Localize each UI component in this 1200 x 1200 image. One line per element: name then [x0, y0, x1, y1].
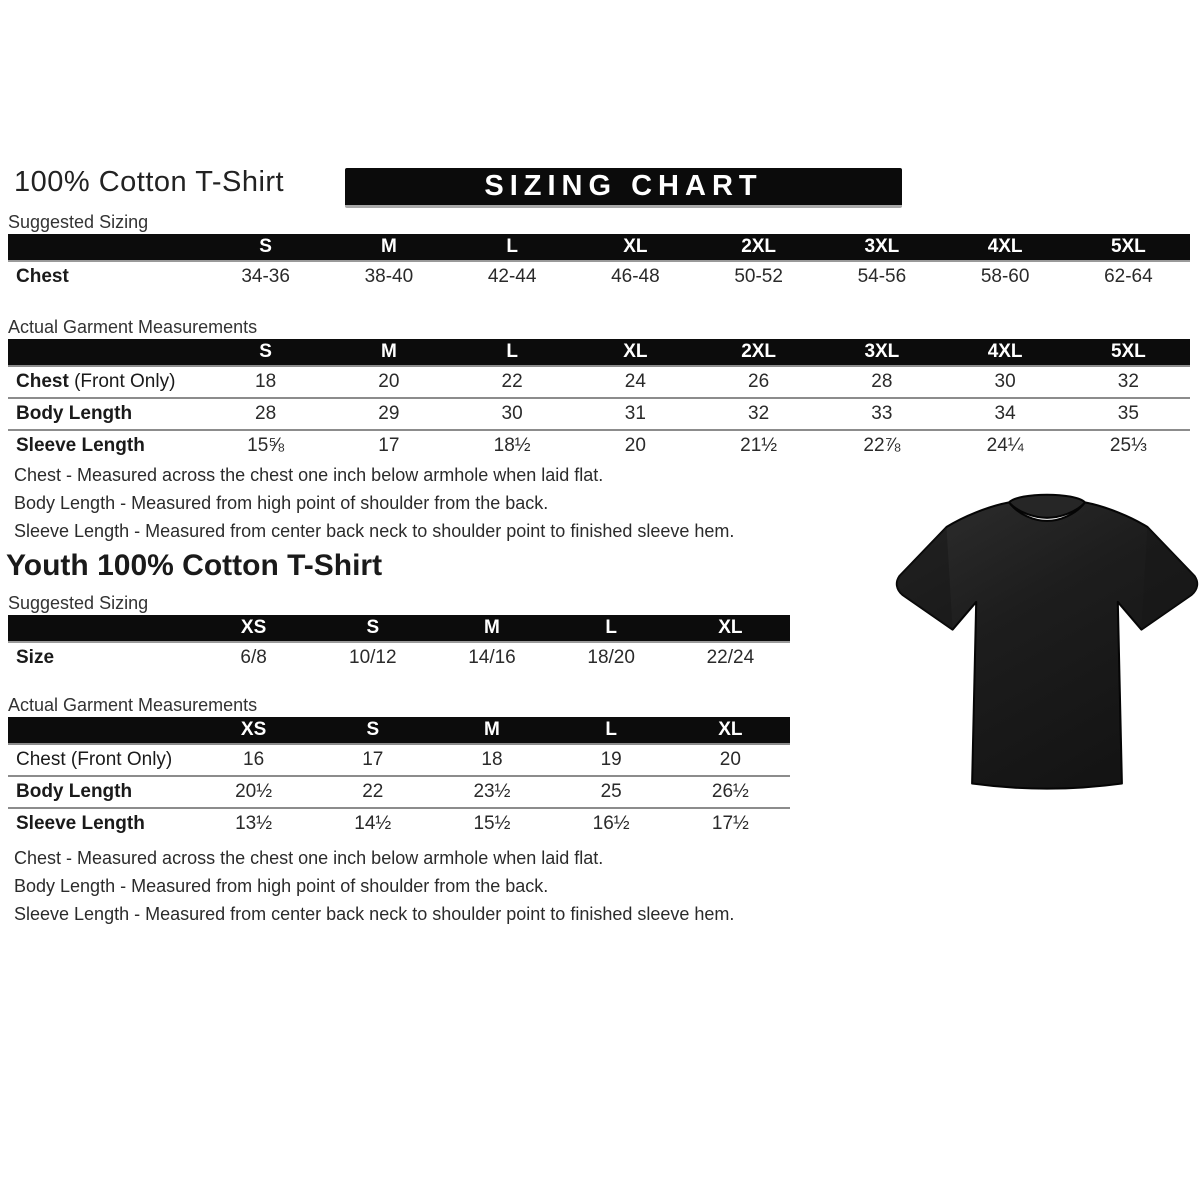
measurement-cell: 20½ [194, 776, 313, 808]
size-column-header: L [451, 339, 574, 366]
measurement-cell: 19 [552, 744, 671, 776]
size-column-header: L [451, 234, 574, 261]
note-chest: Chest - Measured across the chest one inch below armhole when laid flat. [14, 848, 604, 868]
measurement-row [8, 744, 790, 776]
measurement-cell: 54-56 [820, 261, 943, 292]
size-column-header: XS [194, 615, 313, 642]
measurement-cell: 31 [574, 398, 697, 430]
measurement-cell: 34-36 [204, 261, 327, 292]
note-sleeve-length: Sleeve Length - Measured from center back neck to shoulder point to finished sleeve hem. [14, 904, 735, 924]
measurement-cell: 33 [820, 398, 943, 430]
measurement-cell: 10/12 [313, 642, 432, 673]
row-label: Sleeve Length [8, 808, 194, 839]
measurement-cell: 14½ [313, 808, 432, 839]
measurement-cell: 18 [204, 366, 327, 398]
youth-actual-measurements-table [8, 717, 790, 839]
measurement-cell: 38-40 [327, 261, 450, 292]
header-corner-cell [8, 717, 194, 744]
measurement-cell: 50-52 [697, 261, 820, 292]
youth-suggested-sizing-label: Suggested Sizing [8, 593, 149, 613]
row-label: Body Length [8, 398, 204, 430]
measurement-cell: 28 [204, 398, 327, 430]
size-column-header: XS [194, 717, 313, 744]
measurement-cell: 58-60 [944, 261, 1067, 292]
measurement-cell: 15½ [432, 808, 551, 839]
measurement-cell: 18½ [451, 430, 574, 461]
measurement-cell: 22/24 [671, 642, 790, 673]
size-column-header: 5XL [1067, 234, 1190, 261]
measurement-cell: 42-44 [451, 261, 574, 292]
size-column-header: XL [574, 234, 697, 261]
measurement-cell: 22 [451, 366, 574, 398]
note-body-length: Body Length - Measured from high point of shoulder from the back. [14, 493, 549, 513]
measurement-row [8, 398, 1190, 430]
measurement-cell: 30 [944, 366, 1067, 398]
measurement-cell: 29 [327, 398, 450, 430]
adult-section-title: 100% Cotton T-Shirt [14, 166, 285, 198]
size-column-header: XL [671, 615, 790, 642]
measurement-cell: 17½ [671, 808, 790, 839]
row-label: Sleeve Length [8, 430, 204, 461]
measurement-row [8, 366, 1190, 398]
measurement-row [8, 808, 790, 839]
measurement-cell: 24¼ [944, 430, 1067, 461]
measurement-cell: 21½ [697, 430, 820, 461]
adult-measurement-notes [14, 461, 734, 545]
measurement-cell: 20 [327, 366, 450, 398]
size-header-row [8, 717, 790, 744]
measurement-cell: 17 [327, 430, 450, 461]
measurement-cell: 25⅓ [1067, 430, 1190, 461]
measurement-cell: 16½ [552, 808, 671, 839]
note-chest: Chest - Measured across the chest one inch below armhole when laid flat. [14, 465, 604, 485]
header-corner-cell [8, 234, 204, 261]
measurement-cell: 20 [574, 430, 697, 461]
size-column-header: M [432, 717, 551, 744]
adult-actual-measurements-label: Actual Garment Measurements [8, 317, 258, 337]
row-label: Chest [8, 261, 204, 292]
size-column-header: S [204, 339, 327, 366]
measurement-cell: 20 [671, 744, 790, 776]
size-column-header: 2XL [697, 339, 820, 366]
size-column-header: 5XL [1067, 339, 1190, 366]
measurement-cell: 13½ [194, 808, 313, 839]
measurement-cell: 6/8 [194, 642, 313, 673]
size-column-header: S [313, 717, 432, 744]
measurement-cell: 24 [574, 366, 697, 398]
size-column-header: S [313, 615, 432, 642]
measurement-cell: 14/16 [432, 642, 551, 673]
measurement-cell: 46-48 [574, 261, 697, 292]
measurement-row [8, 642, 790, 673]
size-column-header: M [327, 234, 450, 261]
size-column-header: XL [671, 717, 790, 744]
tshirt-graphic [893, 486, 1200, 804]
youth-measurement-notes [14, 844, 734, 928]
measurement-cell: 32 [697, 398, 820, 430]
measurement-cell: 30 [451, 398, 574, 430]
measurement-cell: 26½ [671, 776, 790, 808]
measurement-cell: 25 [552, 776, 671, 808]
size-column-header: XL [574, 339, 697, 366]
size-column-header: 4XL [944, 234, 1067, 261]
measurement-row [8, 776, 790, 808]
size-column-header: S [204, 234, 327, 261]
row-label: Chest (Front Only) [8, 366, 204, 398]
measurement-cell: 22 [313, 776, 432, 808]
sizing-chart-banner: SIZING CHART [345, 168, 902, 208]
youth-suggested-sizing-table [8, 615, 790, 673]
size-header-row [8, 339, 1190, 366]
youth-section-title: Youth 100% Cotton T-Shirt [6, 549, 383, 582]
row-label: Chest (Front Only) [8, 744, 194, 776]
size-column-header: M [432, 615, 551, 642]
header-corner-cell [8, 339, 204, 366]
measurement-cell: 18/20 [552, 642, 671, 673]
measurement-cell: 15⅝ [204, 430, 327, 461]
size-column-header: L [552, 717, 671, 744]
note-sleeve-length: Sleeve Length - Measured from center back neck to shoulder point to finished sleeve hem. [14, 521, 735, 541]
adult-suggested-sizing-table [8, 234, 1190, 292]
measurement-cell: 22⅞ [820, 430, 943, 461]
size-header-row [8, 234, 1190, 261]
measurement-cell: 35 [1067, 398, 1190, 430]
measurement-cell: 16 [194, 744, 313, 776]
size-header-row [8, 615, 790, 642]
header-corner-cell [8, 615, 194, 642]
measurement-cell: 23½ [432, 776, 551, 808]
size-column-header: M [327, 339, 450, 366]
adult-suggested-sizing-label: Suggested Sizing [8, 212, 149, 232]
size-column-header: 3XL [820, 234, 943, 261]
size-column-header: L [552, 615, 671, 642]
measurement-cell: 32 [1067, 366, 1190, 398]
tshirt-image [893, 486, 1200, 804]
measurement-row [8, 430, 1190, 461]
size-column-header: 2XL [697, 234, 820, 261]
youth-actual-measurements-label: Actual Garment Measurements [8, 695, 258, 715]
measurement-row [8, 261, 1190, 292]
row-label: Size [8, 642, 194, 673]
size-column-header: 4XL [944, 339, 1067, 366]
row-label: Body Length [8, 776, 194, 808]
measurement-cell: 62-64 [1067, 261, 1190, 292]
measurement-cell: 18 [432, 744, 551, 776]
adult-actual-measurements-table [8, 339, 1190, 461]
note-body-length: Body Length - Measured from high point of shoulder from the back. [14, 876, 549, 896]
measurement-cell: 26 [697, 366, 820, 398]
measurement-cell: 17 [313, 744, 432, 776]
measurement-cell: 34 [944, 398, 1067, 430]
measurement-cell: 28 [820, 366, 943, 398]
size-column-header: 3XL [820, 339, 943, 366]
